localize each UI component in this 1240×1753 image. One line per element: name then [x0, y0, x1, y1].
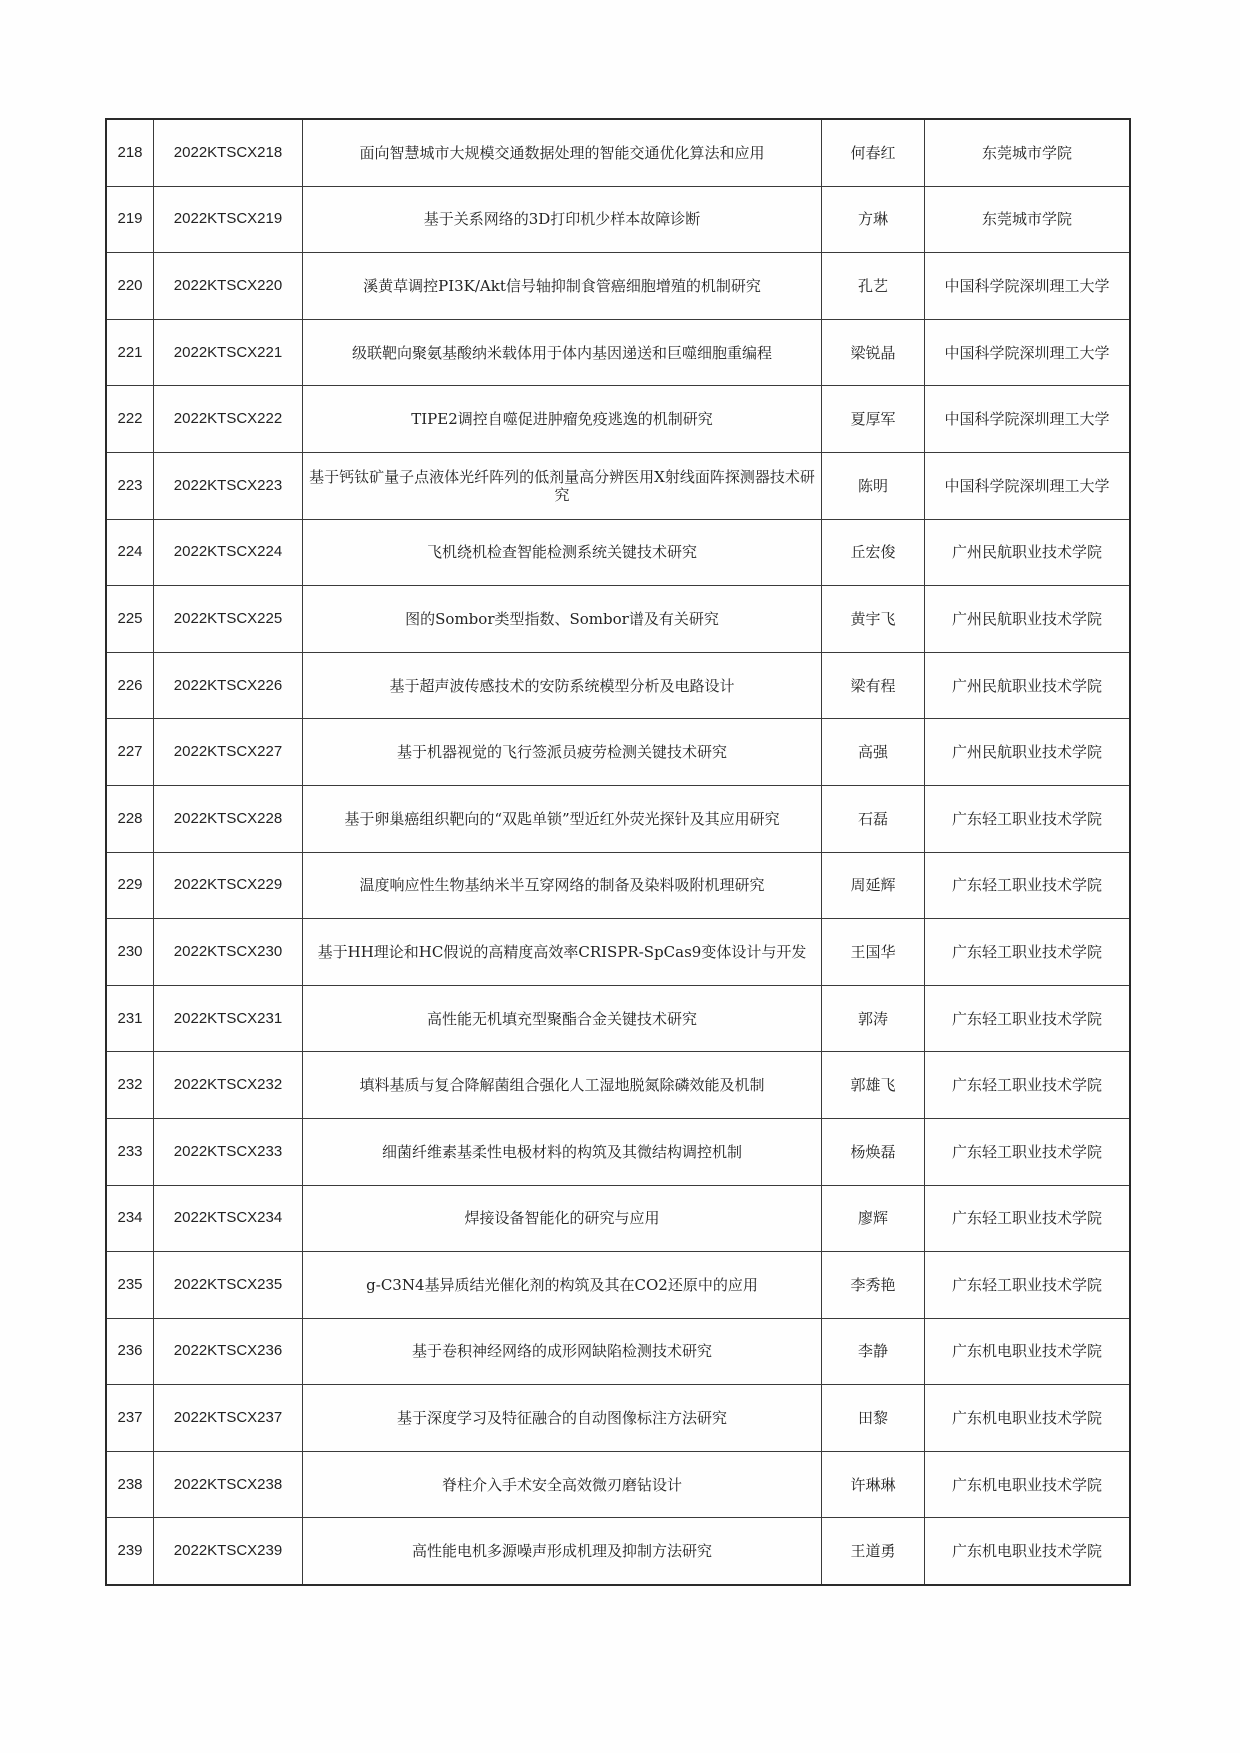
project-code-cell: 2022KTSCX236: [154, 1318, 303, 1385]
project-number-cell: 229: [106, 852, 154, 919]
project-leader-cell: 孔艺: [822, 253, 925, 320]
project-code-cell: 2022KTSCX222: [154, 386, 303, 453]
project-code-cell: 2022KTSCX219: [154, 186, 303, 253]
institution-cell: 中国科学院深圳理工大学: [925, 386, 1131, 453]
table-row: [106, 1252, 1130, 1319]
project-code-cell: 2022KTSCX232: [154, 1052, 303, 1119]
project-code-cell: 2022KTSCX228: [154, 785, 303, 852]
institution-cell: 中国科学院深圳理工大学: [925, 452, 1131, 519]
project-title-cell: 高性能无机填充型聚酯合金关键技术研究: [303, 985, 822, 1052]
project-leader-cell: 周延辉: [822, 852, 925, 919]
project-title-cell: 基于卷积神经网络的成形网缺陷检测技术研究: [303, 1318, 822, 1385]
project-code-cell: 2022KTSCX235: [154, 1252, 303, 1319]
project-code-cell: 2022KTSCX225: [154, 586, 303, 653]
project-number-cell: 228: [106, 785, 154, 852]
project-title-cell: 飞机绕机检查智能检测系统关键技术研究: [303, 519, 822, 586]
institution-cell: 广东轻工职业技术学院: [925, 852, 1131, 919]
project-leader-cell: 李静: [822, 1318, 925, 1385]
institution-cell: 广东机电职业技术学院: [925, 1518, 1131, 1585]
project-leader-cell: 郭雄飞: [822, 1052, 925, 1119]
project-title-cell: 基于机器视觉的飞行签派员疲劳检测关键技术研究: [303, 719, 822, 786]
institution-cell: 广州民航职业技术学院: [925, 652, 1131, 719]
table-row: [106, 652, 1130, 719]
project-leader-cell: 丘宏俊: [822, 519, 925, 586]
institution-cell: 广州民航职业技术学院: [925, 586, 1131, 653]
table-row: [106, 1385, 1130, 1452]
project-number-cell: 236: [106, 1318, 154, 1385]
project-code-cell: 2022KTSCX223: [154, 452, 303, 519]
project-number-cell: 232: [106, 1052, 154, 1119]
project-code-cell: 2022KTSCX237: [154, 1385, 303, 1452]
institution-cell: 广东机电职业技术学院: [925, 1451, 1131, 1518]
project-title-cell: 高性能电机多源噪声形成机理及抑制方法研究: [303, 1518, 822, 1585]
project-leader-cell: 高强: [822, 719, 925, 786]
institution-cell: 广东机电职业技术学院: [925, 1318, 1131, 1385]
table-row: [106, 119, 1130, 186]
project-leader-cell: 许琳琳: [822, 1451, 925, 1518]
project-leader-cell: 梁锐晶: [822, 319, 925, 386]
project-number-cell: 223: [106, 452, 154, 519]
table-row: [106, 719, 1130, 786]
project-number-cell: 238: [106, 1451, 154, 1518]
project-number-cell: 226: [106, 652, 154, 719]
project-code-cell: 2022KTSCX233: [154, 1118, 303, 1185]
project-code-cell: 2022KTSCX221: [154, 319, 303, 386]
project-number-cell: 230: [106, 919, 154, 986]
project-number-cell: 227: [106, 719, 154, 786]
project-number-cell: 219: [106, 186, 154, 253]
institution-cell: 广东轻工职业技术学院: [925, 1252, 1131, 1319]
project-leader-cell: 陈明: [822, 452, 925, 519]
project-leader-cell: 王道勇: [822, 1518, 925, 1585]
project-code-cell: 2022KTSCX220: [154, 253, 303, 320]
project-number-cell: 224: [106, 519, 154, 586]
table-row: [106, 586, 1130, 653]
institution-cell: 广东机电职业技术学院: [925, 1385, 1131, 1452]
project-number-cell: 234: [106, 1185, 154, 1252]
project-title-cell: 基于关系网络的3D打印机少样本故障诊断: [303, 186, 822, 253]
project-leader-cell: 郭涛: [822, 985, 925, 1052]
project-code-cell: 2022KTSCX224: [154, 519, 303, 586]
project-number-cell: 225: [106, 586, 154, 653]
table-row: [106, 452, 1130, 519]
project-table: [105, 118, 1131, 1586]
project-title-cell: 基于深度学习及特征融合的自动图像标注方法研究: [303, 1385, 822, 1452]
institution-cell: 东莞城市学院: [925, 119, 1131, 186]
project-number-cell: 233: [106, 1118, 154, 1185]
project-leader-cell: 何春红: [822, 119, 925, 186]
institution-cell: 广东轻工职业技术学院: [925, 1185, 1131, 1252]
institution-cell: 东莞城市学院: [925, 186, 1131, 253]
institution-cell: 广州民航职业技术学院: [925, 519, 1131, 586]
project-title-cell: 溪黄草调控PI3K/Akt信号轴抑制食管癌细胞增殖的机制研究: [303, 253, 822, 320]
project-title-cell: 脊柱介入手术安全高效微刃磨钻设计: [303, 1451, 822, 1518]
project-number-cell: 239: [106, 1518, 154, 1585]
project-code-cell: 2022KTSCX227: [154, 719, 303, 786]
project-title-cell: 图的Sombor类型指数、Sombor谱及有关研究: [303, 586, 822, 653]
project-number-cell: 237: [106, 1385, 154, 1452]
table-row: [106, 519, 1130, 586]
table-row: [106, 1185, 1130, 1252]
project-leader-cell: 廖辉: [822, 1185, 925, 1252]
project-title-cell: 基于超声波传感技术的安防系统模型分析及电路设计: [303, 652, 822, 719]
project-number-cell: 235: [106, 1252, 154, 1319]
project-leader-cell: 夏厚军: [822, 386, 925, 453]
table-row: [106, 319, 1130, 386]
project-leader-cell: 王国华: [822, 919, 925, 986]
project-code-cell: 2022KTSCX239: [154, 1518, 303, 1585]
project-leader-cell: 田黎: [822, 1385, 925, 1452]
institution-cell: 广州民航职业技术学院: [925, 719, 1131, 786]
institution-cell: 广东轻工职业技术学院: [925, 785, 1131, 852]
project-code-cell: 2022KTSCX229: [154, 852, 303, 919]
project-code-cell: 2022KTSCX231: [154, 985, 303, 1052]
project-number-cell: 220: [106, 253, 154, 320]
table-row: [106, 785, 1130, 852]
project-code-cell: 2022KTSCX230: [154, 919, 303, 986]
project-title-cell: 基于钙钛矿量子点液体光纤阵列的低剂量高分辨医用X射线面阵探测器技术研究: [303, 452, 822, 519]
project-title-cell: 温度响应性生物基纳米半互穿网络的制备及染料吸附机理研究: [303, 852, 822, 919]
project-title-cell: 级联靶向聚氨基酸纳米载体用于体内基因递送和巨噬细胞重编程: [303, 319, 822, 386]
project-title-cell: 基于HH理论和HC假说的高精度高效率CRISPR-SpCas9变体设计与开发: [303, 919, 822, 986]
institution-cell: 广东轻工职业技术学院: [925, 985, 1131, 1052]
project-title-cell: TIPE2调控自噬促进肿瘤免疫逃逸的机制研究: [303, 386, 822, 453]
project-leader-cell: 石磊: [822, 785, 925, 852]
project-leader-cell: 梁有程: [822, 652, 925, 719]
project-code-cell: 2022KTSCX238: [154, 1451, 303, 1518]
institution-cell: 广东轻工职业技术学院: [925, 1118, 1131, 1185]
table-row: [106, 253, 1130, 320]
table-row: [106, 1518, 1130, 1585]
project-code-cell: 2022KTSCX226: [154, 652, 303, 719]
project-title-cell: 焊接设备智能化的研究与应用: [303, 1185, 822, 1252]
table-row: [106, 1451, 1130, 1518]
project-leader-cell: 黄宇飞: [822, 586, 925, 653]
table-row: [106, 1118, 1130, 1185]
project-number-cell: 222: [106, 386, 154, 453]
project-leader-cell: 李秀艳: [822, 1252, 925, 1319]
table-row: [106, 386, 1130, 453]
project-title-cell: 填料基质与复合降解菌组合强化人工湿地脱氮除磷效能及机制: [303, 1052, 822, 1119]
institution-cell: 中国科学院深圳理工大学: [925, 319, 1131, 386]
table-row: [106, 1318, 1130, 1385]
project-number-cell: 221: [106, 319, 154, 386]
project-number-cell: 231: [106, 985, 154, 1052]
table-row: [106, 852, 1130, 919]
institution-cell: 中国科学院深圳理工大学: [925, 253, 1131, 320]
institution-cell: 广东轻工职业技术学院: [925, 919, 1131, 986]
institution-cell: 广东轻工职业技术学院: [925, 1052, 1131, 1119]
table-row: [106, 1052, 1130, 1119]
project-leader-cell: 方琳: [822, 186, 925, 253]
project-number-cell: 218: [106, 119, 154, 186]
project-title-cell: 细菌纤维素基柔性电极材料的构筑及其微结构调控机制: [303, 1118, 822, 1185]
project-code-cell: 2022KTSCX218: [154, 119, 303, 186]
project-title-cell: 基于卵巢癌组织靶向的“双匙单锁”型近红外荧光探针及其应用研究: [303, 785, 822, 852]
project-leader-cell: 杨焕磊: [822, 1118, 925, 1185]
project-code-cell: 2022KTSCX234: [154, 1185, 303, 1252]
table-row: [106, 919, 1130, 986]
project-title-cell: g-C3N4基异质结光催化剂的构筑及其在CO2还原中的应用: [303, 1252, 822, 1319]
table-body: [106, 119, 1130, 1585]
table-row: [106, 985, 1130, 1052]
table-row: [106, 186, 1130, 253]
project-title-cell: 面向智慧城市大规模交通数据处理的智能交通优化算法和应用: [303, 119, 822, 186]
